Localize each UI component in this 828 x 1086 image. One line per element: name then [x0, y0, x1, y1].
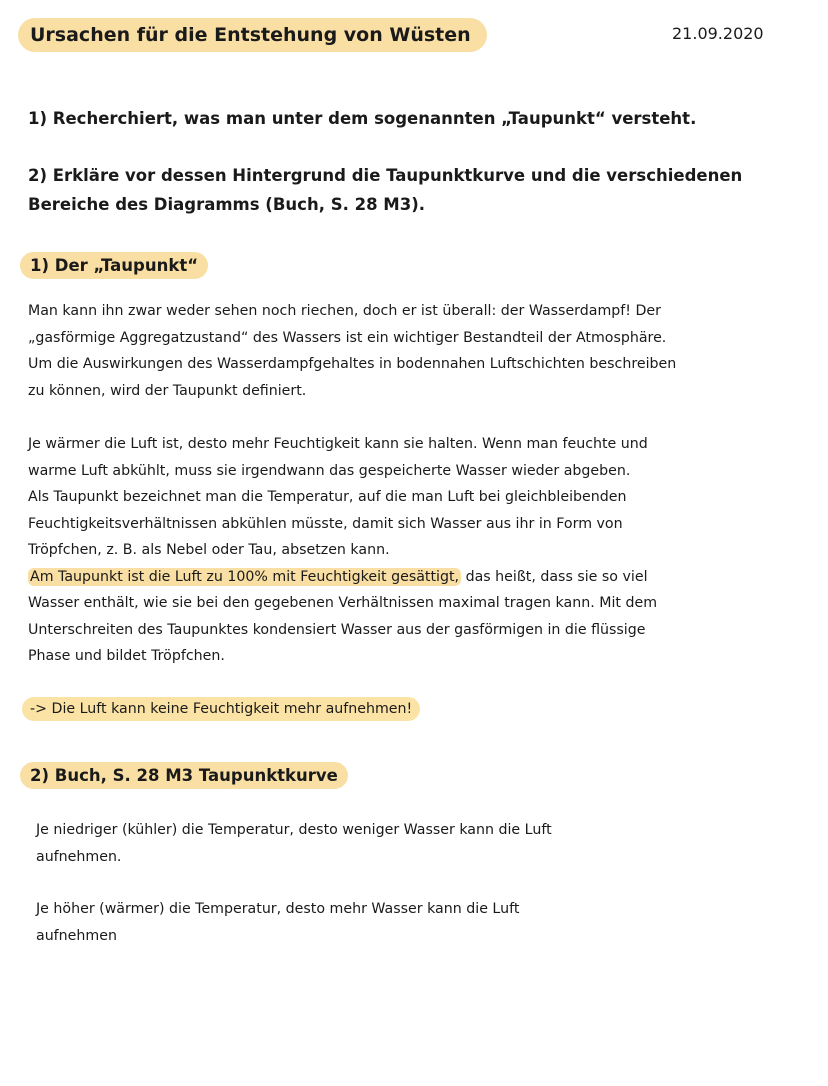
text-line: Je niedriger (kühler) die Temperatur, desto weniger Wasser kann die Luft — [36, 822, 552, 838]
text-line: aufnehmen — [36, 927, 117, 944]
text-line: zu können, wird der Taupunkt definiert. — [28, 382, 307, 399]
section-2-paragraph-2 — [36, 896, 736, 949]
text-line: Um die Auswirkungen des Wasserdampfgehaltes in bodennahen Luftschichten beschreiben — [28, 356, 677, 372]
text-line: Feuchtigkeitsverhältnissen abkühlen müsste, damit sich Wasser aus ihr in Form von — [28, 515, 623, 532]
text-line: aufnehmen. — [36, 848, 122, 865]
document-title: Ursachen für die Entstehung von Wüsten — [18, 18, 487, 52]
text-line: Tröpfchen, z. B. als Nebel oder Tau, absetzen kann. — [28, 542, 390, 558]
document-date: 21.09.2020 — [672, 24, 764, 43]
section-2-paragraph-1 — [36, 817, 736, 870]
text-line: warme Luft abkühlt, muss sie irgendwann das gespeicherte Wasser wieder abgeben. — [28, 462, 631, 479]
conclusion-note: -> Die Luft kann keine Feuchtigkeit mehr aufnehmen! — [22, 697, 420, 721]
section-2-heading: 2) Buch, S. 28 M3 Taupunktkurve — [20, 762, 348, 789]
text-line: Unterschreiten des Taupunktes kondensiert Wasser aus der gasförmigen in die flüssige — [28, 621, 646, 638]
text-line: Wasser enthält, wie sie bei den gegebenen Verhältnissen maximal tragen kann. Mit dem — [28, 595, 658, 611]
text-line: „gasförmige Aggregatzustand“ des Wassers ist ein wichtiger Bestandteil der Atmosphäre. — [28, 329, 667, 346]
task-2-line-2: Bereiche des Diagramms (Buch, S. 28 M3). — [28, 195, 426, 214]
text-line: Je wärmer die Luft ist, desto mehr Feuchtigkeit kann sie halten. Wenn man feuchte und — [28, 436, 648, 452]
text-line: Phase und bildet Tröpfchen. — [28, 648, 225, 664]
text-line: Man kann ihn zwar weder sehen noch riechen, doch er ist überall: der Wasserdampf! Der — [28, 303, 661, 319]
task-2 — [28, 161, 788, 219]
section-1-paragraph-1 — [28, 298, 798, 404]
text-continuation: das heißt, dass sie so viel — [461, 568, 648, 585]
section-1-paragraph-2 — [28, 431, 798, 670]
text-line-highlighted — [28, 564, 798, 591]
text-line: Je höher (wärmer) die Temperatur, desto mehr Wasser kann die Luft — [36, 901, 520, 917]
section-1-heading: 1) Der „Taupunkt“ — [20, 252, 208, 279]
task-2-line-1: 2) Erkläre vor dessen Hintergrund die Taupunktkurve und die verschiedenen — [28, 166, 743, 185]
task-1: 1) Recherchiert, was man unter dem sogenannten „Taupunkt“ versteht. — [28, 109, 697, 128]
highlighted-text: Am Taupunkt ist die Luft zu 100% mit Feuchtigkeit gesättigt, — [30, 568, 460, 585]
text-line: Als Taupunkt bezeichnet man die Temperatur, auf die man Luft bei gleichbleibenden — [28, 489, 627, 505]
